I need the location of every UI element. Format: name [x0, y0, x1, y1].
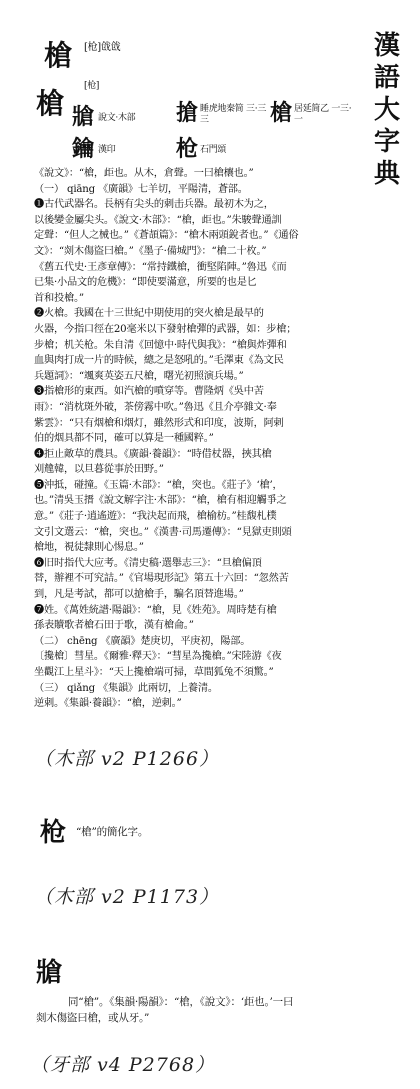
- body-line: 也。”清吳玉搢《說文解字注·木部》：“槍，槍有相迎觸爭之: [34, 495, 287, 507]
- body-line: （二） chēng 《廣韻》楚庚切，平庚初，陽部。: [34, 635, 251, 647]
- han-seal-variant: 鑰: [72, 136, 95, 162]
- body-line: 文》：“剡木傷盜曰槍。”《墨子·備城門》：“槍二十枚。”: [34, 245, 267, 257]
- body-line: 意。”《莊子·逍遙遊》：“我決起而飛，槍榆枋。”桂馥札樸: [34, 511, 277, 523]
- title-char: 大: [373, 95, 400, 125]
- entry-definition: [36, 994, 408, 1026]
- handwritten-reference: （木部 v2 P1173）: [34, 886, 220, 908]
- stele-variant: 枪: [176, 136, 199, 162]
- entry-definition-line: 剡木傷盜曰槍，或从牙。”: [36, 1012, 150, 1024]
- seal-variant-source: 說文·木部: [98, 113, 136, 123]
- entry-body: [34, 166, 370, 712]
- entry-definition-line: 同“槍”。《集韻·陽韻》：“槍，《說文》：‘歫也。’一曰: [68, 996, 294, 1008]
- body-line: 已集·小品文的危機》：“即使要滿意，所要的也是匕: [34, 277, 257, 289]
- stele-variant-source: 石門頌: [200, 145, 227, 155]
- body-line: 〔攙槍〕彗星。《爾雅·釋天》：“彗星為攙槍。”宋陸游《夜: [34, 651, 282, 663]
- head-alt-note: [枪]: [84, 81, 100, 91]
- body-line: 血與肉打成一片的時候，總之是怒吼的。”毛澤東《為文民: [34, 355, 284, 367]
- title-char: 字: [373, 127, 400, 157]
- handwritten-reference: （木部 v2 P1266）: [34, 748, 220, 770]
- body-line: 逆刺。《集韻·養韻》：“槍，逆刺。”: [34, 698, 182, 710]
- body-line: 《舊五代史·王彥章傳》：“常持鐵槍，衝堅陷陣。”魯迅《而: [34, 261, 287, 273]
- body-line: ❶古代武器名。長柄有尖头的刺击兵器。最初木为之，: [34, 199, 274, 211]
- body-line: 刈韑韓，以旦暮從事於田野。”: [34, 464, 164, 476]
- body-line: 孫表贖歌者槍石田于歌，漢有槍侖。”: [34, 620, 194, 632]
- bamboo-variant: 搶: [176, 100, 199, 126]
- body-line: ❷火槍。我國在十三世紀中期使用的突火槍是最早的: [34, 308, 264, 320]
- title-char: 漢: [373, 31, 400, 61]
- body-line: 坐觀江上星斗》：“天上攙槍端可掃，草間狐兔不須驚。”: [34, 667, 274, 678]
- entry-character: 牄: [36, 958, 63, 988]
- body-line: 替，辦裡不可究詰。”《官場現形記》第五十六回：“忽然苦: [34, 573, 289, 585]
- body-line: 雨》：“消枕斑外破，茶傍霧中吹。”魯迅《且介亭雜文·奉: [34, 401, 277, 413]
- body-line: 《說文》：“槍，歫也。从木，倉聲。一曰槍欀也。”: [34, 168, 254, 179]
- body-line: 火器，今指口徑在20毫米以下發射槍彈的武器，如：步槍；: [34, 323, 297, 335]
- body-line: （一） qiāng 《廣韻》七羊切，平陽清，蒼部。: [34, 183, 248, 195]
- head-character: 槍: [44, 39, 73, 72]
- body-line: 以後變金屬尖头。《說文·木部》：“槍，歫也。”朱駿聲通訓: [34, 214, 282, 226]
- body-line: ❼姓。《萬姓統譜·陽韻》：“槍，見《姓苑》。周時楚有槍: [34, 604, 277, 616]
- body-line: ❸指槍形的東西。如汽槍的噴穿等。曹隆炳《吳中苦: [34, 386, 264, 398]
- body-line: ❹拒止敵草的農具。《廣韻·養韻》：“時借杖器，挾其槍: [34, 448, 272, 460]
- title-char: 語: [373, 63, 400, 93]
- han-seal-variant-source: 漢印: [98, 145, 116, 155]
- body-line: 伯的烟具都不同，確可以算是一種國粹。”: [34, 433, 214, 445]
- body-line: 紫雲》：“只有烟槍和烟灯，雖然形式和印度，波斯，阿剌: [34, 417, 284, 429]
- seal-variant: 牄: [72, 104, 95, 130]
- dictionary-title: [370, 30, 404, 190]
- juyan-variant-source: 居延简乙 一三·一: [294, 104, 352, 125]
- body-line: 槍地，視徒隸則心惕息。”: [34, 542, 144, 554]
- body-line: 兵題詞》：“颯爽英姿五尺槍，曙光初照演兵場。”: [34, 370, 244, 382]
- body-line: 首和投槍。”: [34, 292, 84, 304]
- handwritten-reference: （牙部 v4 P2768）: [30, 1054, 216, 1076]
- head-character-alt: 槍: [36, 87, 65, 120]
- body-line: ❺沖抵，碰撞。《玉篇·木部》：“槍，突也。《莊子》‘槍’，: [34, 479, 283, 491]
- body-line: 到，凡是考試，都可以搶槍手，騙名頂替進場。”: [34, 589, 244, 601]
- juyan-variant: 槍: [270, 100, 293, 126]
- entry-definition: “槍”的簡化字。: [76, 826, 149, 838]
- title-char: 典: [373, 159, 400, 189]
- entry-character: 枪: [40, 818, 67, 848]
- body-line: ❻旧时指代大应考。《清史稿·選舉志三》：“旦槍偏頂: [34, 557, 262, 569]
- body-line: 定聲：“但人之械也。”《蒼頡篇》：“槍木兩頭銳者也。”《通俗: [34, 230, 299, 242]
- body-line: （三） qiǎng 《集韻》此兩切，上養清。: [34, 682, 218, 694]
- body-line: 步槍；机关枪。朱自清《回憶中·時代與我》：“槍與炸彈和: [34, 339, 287, 351]
- head-variants-note: [枪]戗戗: [84, 42, 121, 53]
- body-line: 文引文選云：“槍，突也。”《漢書·司馬遷傳》：“見獄吏則頭: [34, 526, 292, 538]
- bamboo-variant-source: 睡虎地秦简 三·三三: [200, 104, 267, 125]
